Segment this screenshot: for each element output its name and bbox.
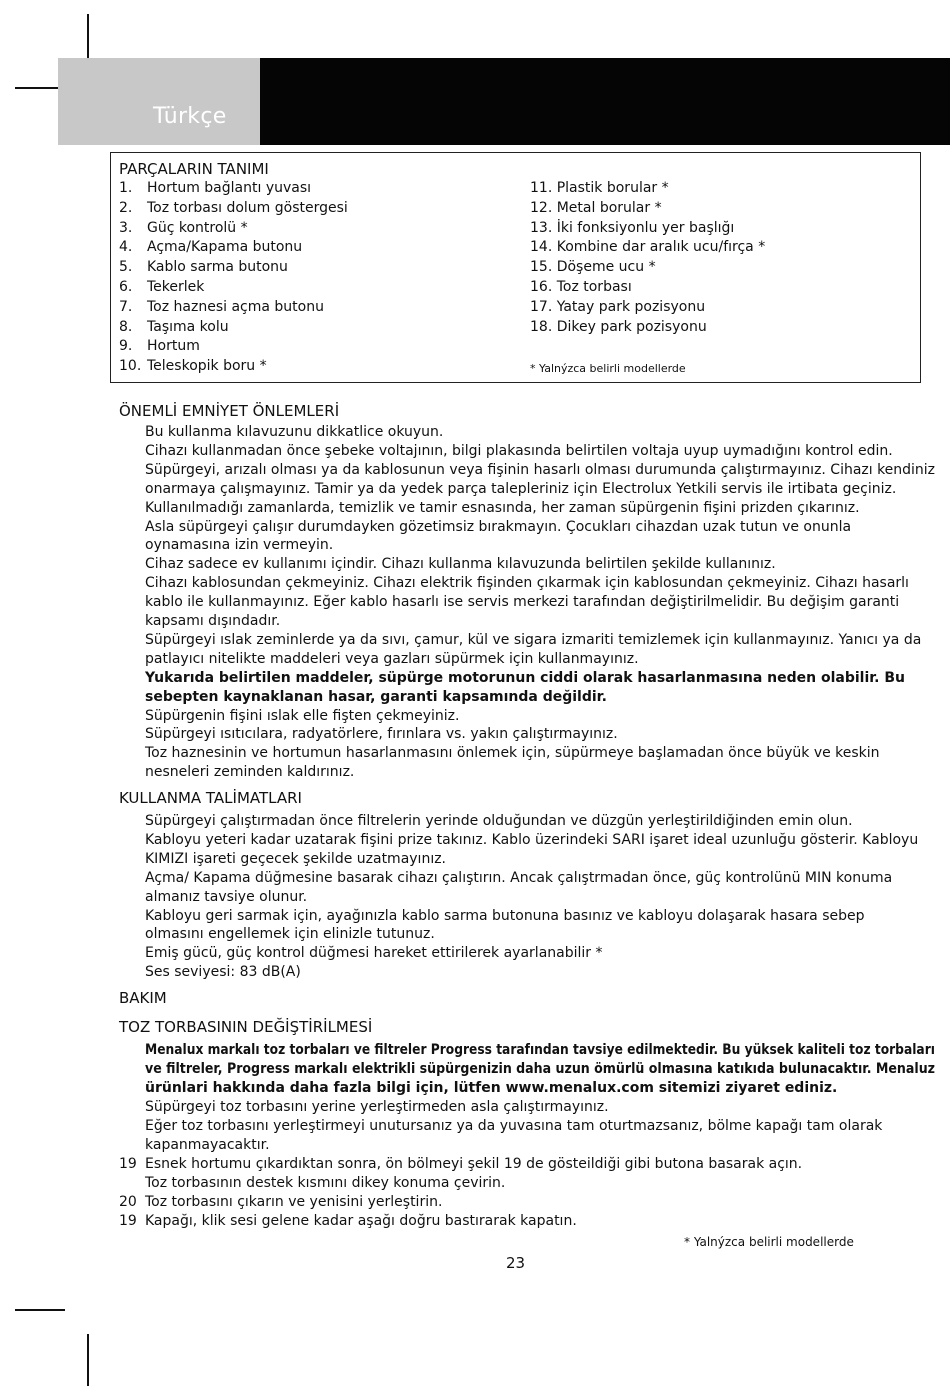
parts-item-number: 1. — [119, 180, 133, 196]
parts-item — [119, 238, 302, 257]
parts-item-number: 5. — [119, 259, 133, 276]
usage-line: Açma/ Kapama düğmesine basarak cihazı çalıştırın. Ancak çalıştrmadan önce, güç kontrolünü MIN konuma — [145, 869, 893, 886]
step-number: 19 — [119, 1156, 137, 1172]
parts-item: 12. Metal borular * — [530, 199, 662, 216]
usage-heading: KULLANMA TALİMATLARI — [119, 789, 302, 807]
usage-line: KIMIZI işareti geçecek şekilde uzatmayınız. — [145, 850, 447, 867]
parts-item-number: 7. — [119, 298, 133, 315]
crop-mark-top-vertical — [87, 14, 89, 60]
parts-item-number: 3. — [119, 219, 133, 236]
header-band-gray — [58, 58, 260, 145]
safety-line: Süpürgeyi, arızalı olması ya da kablosunun veya fişinin hasarlı olması durumunda çalıştırmayınız. Cihazı kendiniz — [145, 461, 936, 478]
dustbag-footnote: * Yalnýzca belirli modellerde — [684, 1235, 854, 1249]
parts-item: 15. Döşeme ucu * — [530, 259, 656, 276]
dustbag-line: Toz torbasını çıkarın ve yenisini yerleştirin. — [145, 1194, 443, 1210]
parts-item: 13. İki fonksiyonlu yer başlığı — [530, 219, 735, 236]
dustbag-line: Menalux markalı toz torbaları ve filtreler Progress tarafından tavsiye edilmektedir. Bu yüksek kaliteli toz torbaları — [145, 1042, 935, 1058]
step-number: 19 — [119, 1213, 137, 1229]
safety-line: Cihazı kablosundan çekmeyiniz. Cihazı elektrik fişinden çıkarmak için kablosundan çekmeyiniz. Cihazı hasarlı — [145, 575, 909, 592]
safety-line: Asla süpürgeyi çalışır durumdayken gözetimsiz bırakmayın. Çocukları cihazdan uzak tutun ve onunla — [145, 518, 852, 535]
dustbag-line: Kapağı, klik sesi gelene kadar aşağı doğru bastırarak kapatın. — [145, 1213, 577, 1229]
parts-item-label: Taşıma kolu — [147, 318, 229, 335]
dustbag-line: Süpürgeyi toz torbasını yerine yerleştirmeden asla çalıştırmayınız. — [145, 1099, 609, 1115]
parts-item-label: Kablo sarma butonu — [147, 259, 288, 276]
page-number: 23 — [506, 1254, 526, 1272]
dustbag-heading: TOZ TORBASININ DEĞİŞTİRİLMESİ — [119, 1018, 373, 1036]
usage-line: Kabloyu yeteri kadar uzatarak fişini prize takınız. Kablo üzerindeki SARI işaret ideal uzunluğu gösterir. Kabloyu — [145, 831, 919, 848]
parts-item — [119, 219, 248, 238]
parts-item-number: 2. — [119, 199, 133, 216]
parts-item-label: Güç kontrolü * — [147, 219, 248, 236]
crop-mark-bottom-horizontal — [15, 1309, 65, 1311]
usage-line: Kabloyu geri sarmak için, ayağınızla kablo sarma butonuna basınız ve kabloyu dolaşarak hasara sebep — [145, 907, 865, 924]
parts-item-label: Hortum bağlantı yuvası — [147, 180, 312, 196]
parts-item — [119, 298, 324, 317]
safety-line: nesneleri zeminden kaldırınız. — [145, 764, 355, 781]
safety-line: kablo ile kullanmayınız. Eğer kablo hasarlı ise servis merkezi tarafından değiştirilmelidir. Bu değişim garanti — [145, 594, 900, 611]
maintenance-heading: BAKIM — [119, 989, 167, 1007]
parts-footnote: * Yalnýzca belirli modellerde — [530, 362, 686, 375]
usage-line: almanız tavsiye olunur. — [145, 888, 308, 905]
parts-item — [119, 258, 288, 277]
safety-line: Süpürgeyi ıslak zeminlerde ya da sıvı, çamur, kül ve sigara izmariti temizlemek için kullanmayınız. Yanıcı ya da — [145, 631, 922, 648]
safety-line: Cihaz sadece ev kullanımı içindir. Cihazı kullanma kılavuzunda belirtilen şekilde kullanınız. — [145, 556, 776, 573]
header-band-black — [260, 58, 950, 145]
parts-item: 11. Plastik borular * — [530, 180, 669, 196]
crop-mark-top-horizontal — [15, 87, 59, 89]
parts-item — [119, 357, 267, 376]
safety-line: Yukarıda belirtilen maddeler, süpürge motorunun ciddi olarak hasarlanmasına neden olabilir. Bu — [145, 669, 906, 686]
safety-line: Süpürgenin fişini ıslak elle fişten çekmeyiniz. — [145, 707, 460, 724]
crop-mark-bottom-vertical — [87, 1334, 89, 1386]
safety-line: Süpürgeyi ısıtıcılara, radyatörlere, fırınlara vs. yakın çalıştırmayınız. — [145, 726, 618, 743]
parts-item — [119, 337, 200, 356]
parts-item: 18. Dikey park pozisyonu — [530, 318, 707, 335]
safety-line: onarmaya çalışmayınız. Tamir ya da yedek parça talepleriniz için Electrolux Yetkili servis ile irtibata geçiniz. — [145, 480, 897, 497]
parts-item-label: Tekerlek — [147, 279, 205, 295]
step-number: 20 — [119, 1194, 137, 1210]
parts-item-number: 6. — [119, 279, 133, 295]
usage-line: Emiş gücü, güç kontrol düğmesi hareket ettirilerek ayarlanabilir * — [145, 945, 603, 962]
safety-line: Bu kullanma kılavuzunu dikkatlice okuyun. — [145, 424, 444, 440]
parts-heading: PARÇALARIN TANIMI — [119, 160, 269, 178]
safety-line: sebepten kaynaklanan hasar, garanti kapsamında değildir. — [145, 688, 607, 705]
safety-line: Kullanılmadığı zamanlarda, temizlik ve tamir esnasında, her zaman süpürgenin fişini prizden çıkarınız. — [145, 499, 860, 516]
language-title: Türkçe — [153, 104, 227, 129]
parts-item-label: Açma/Kapama butonu — [147, 239, 303, 256]
parts-item-label: Hortum — [147, 338, 200, 355]
parts-item-label: Toz torbası dolum göstergesi — [147, 199, 348, 216]
parts-item-number: 8. — [119, 318, 133, 335]
parts-item — [119, 318, 229, 337]
parts-item: 17. Yatay park pozisyonu — [530, 298, 706, 315]
usage-line: olmasını engellemek için elinizle tutunuz. — [145, 926, 435, 943]
parts-item-number: 9. — [119, 338, 133, 355]
safety-line: kapsamı dışındadır. — [145, 613, 281, 629]
parts-item — [119, 278, 204, 297]
dustbag-line: ürünlari hakkında daha fazla bilgi için, lütfen www.menalux.com sitemizi ziyaret ediniz. — [145, 1080, 838, 1096]
dustbag-line: Esnek hortumu çıkardıktan sonra, ön bölmeyi şekil 19 de gösteildiği gibi butona basarak açın. — [145, 1156, 803, 1172]
parts-item: 16. Toz torbası — [530, 279, 632, 295]
safety-heading: ÖNEMLİ EMNİYET ÖNLEMLERİ — [119, 402, 340, 420]
usage-line: Ses seviyesi: 83 dB(A) — [145, 964, 301, 981]
safety-line: Toz haznesinin ve hortumun hasarlanmasını önlemek için, süpürmeye başlamadan önce büyük ve keskin — [145, 745, 880, 762]
safety-line: patlayıcı nitelikte maddeleri veya gazları süpürmek için kullanmayınız. — [145, 650, 639, 667]
dustbag-line: kapanmayacaktır. — [145, 1137, 270, 1153]
dustbag-line: Toz torbasının destek kısmını dikey konuma çevirin. — [145, 1175, 506, 1191]
parts-item-number: 10. — [119, 358, 142, 375]
parts-item-number: 4. — [119, 239, 133, 256]
safety-line: oynamasına izin vermeyin. — [145, 537, 334, 554]
dustbag-line: Eğer toz torbasını yerleştirmeyi unutursanız ya da yuvasına tam oturtmazsanız, bölme kapağı tam olarak — [145, 1118, 883, 1134]
parts-item — [119, 179, 311, 198]
dustbag-line: ve filtreler, Progress markalı elektrikli süpürgenizin daha uzun ömürlü olmasına katıkıda bulunacaktır. Menaluz — [145, 1061, 936, 1077]
parts-item: 14. Kombine dar aralık ucu/fırça * — [530, 239, 766, 256]
parts-item-label: Teleskopik boru * — [147, 358, 267, 375]
parts-item — [119, 199, 348, 218]
parts-item-label: Toz haznesi açma butonu — [147, 298, 324, 315]
usage-line: Süpürgeyi çalıştırmadan önce filtrelerin yerinde olduğundan ve düzgün yerleştirildiğinden emin olun. — [145, 813, 853, 829]
safety-line: Cihazı kullanmadan önce şebeke voltajının, bilgi plakasında belirtilen voltaja uyup uymadığını kontrol edin. — [145, 442, 893, 459]
